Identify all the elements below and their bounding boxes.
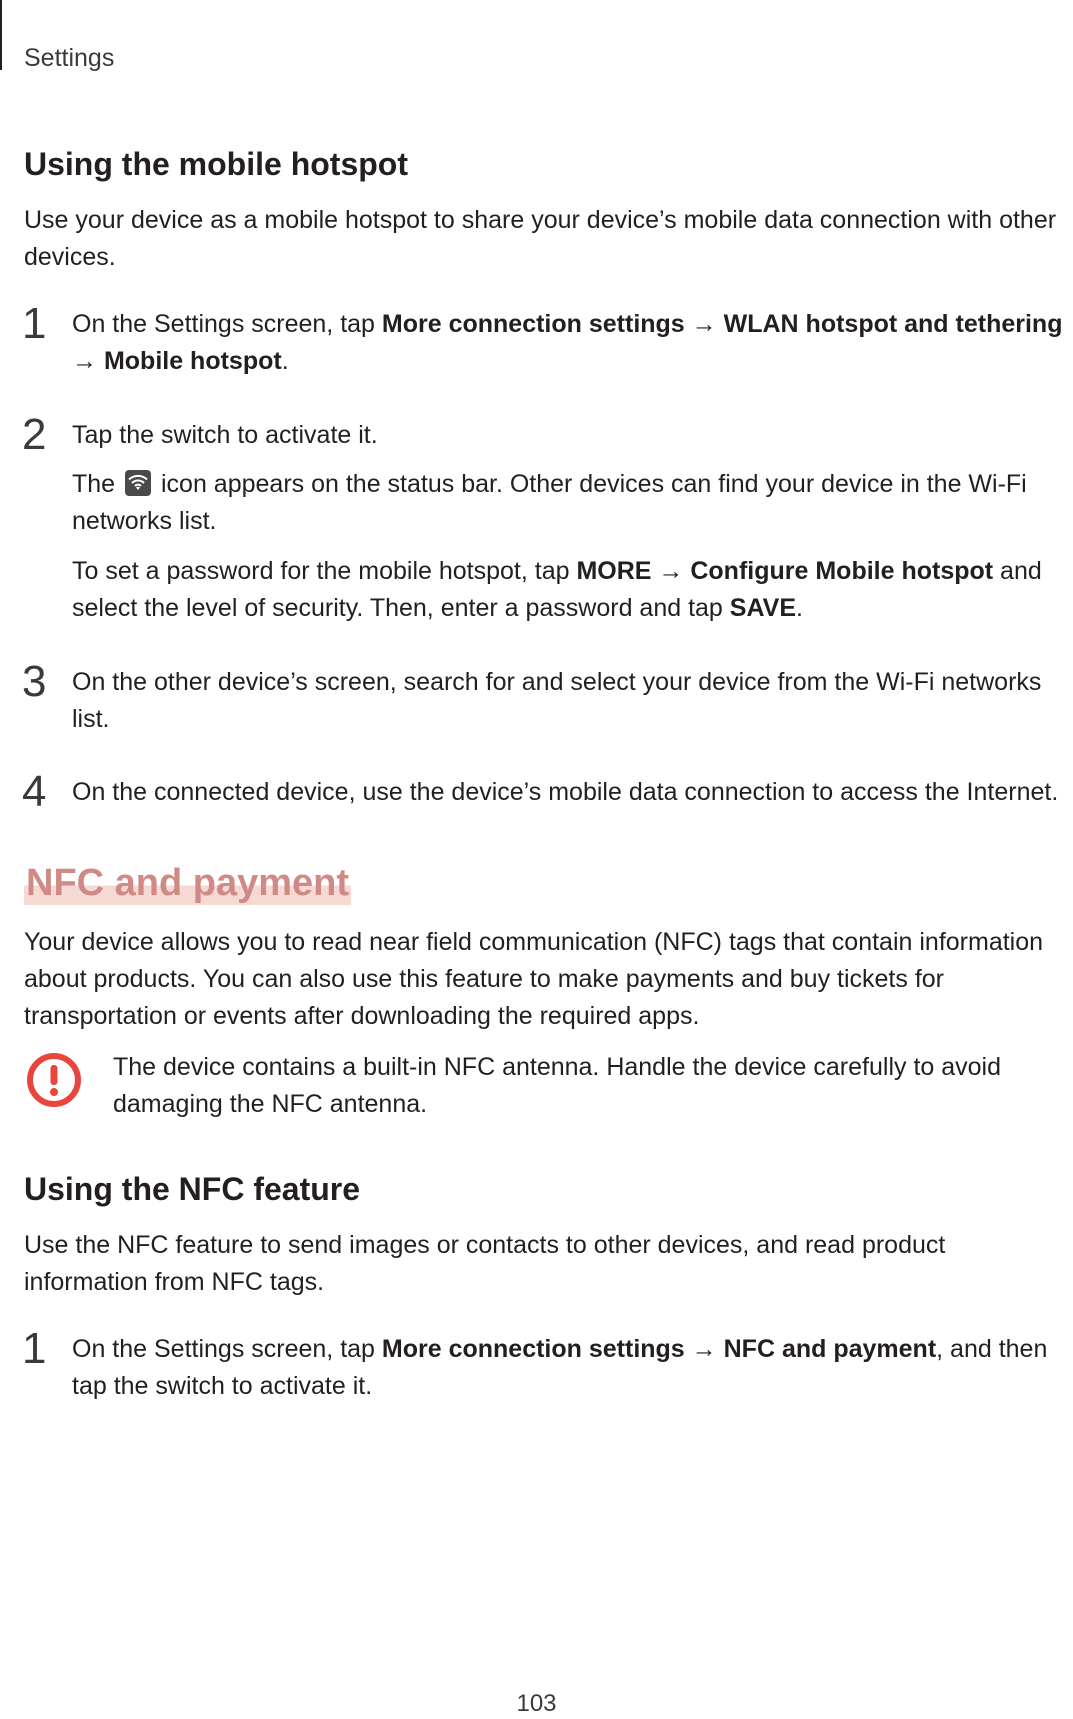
hotspot-heading: Using the mobile hotspot: [24, 146, 408, 182]
nfc-feature-heading: Using the NFC feature: [24, 1171, 361, 1207]
step-number: 4: [22, 767, 47, 816]
hotspot-step-3: On the other device’s screen, search for and select your device from the Wi-Fi networks list.: [72, 668, 1042, 733]
page-margin-rule: [0, 0, 2, 70]
caution-icon: [26, 1052, 82, 1108]
step-number: 1: [22, 1324, 47, 1373]
hotspot-step-4: On the connected device, use the device’s mobile data connection to access the Internet.: [72, 778, 1059, 806]
hotspot-step-2: Tap the switch to activate it.: [72, 421, 378, 449]
hotspot-intro: Use your device as a mobile hotspot to share your device’s mobile data connection with other devices.: [24, 206, 1057, 271]
running-header: Settings: [24, 44, 115, 72]
nfc-intro: Your device allows you to read near field communication (NFC) tags that contain information about products. You can also use this feature to make payments and buy tickets for transportation or events after downloading the required apps.: [24, 928, 1044, 1030]
nfc-heading: NFC and payment: [26, 862, 350, 904]
step-number: 2: [22, 410, 47, 459]
hotspot-step-1: On the Settings screen, tap More connection settings → WLAN hotspot and tethering → Mobile hotspot.: [72, 310, 1063, 375]
hotspot-step-2-note-2: To set a password for the mobile hotspot, tap MORE → Configure Mobile hotspot and select the level of security. Then, enter a password and tap SAVE.: [72, 557, 1042, 622]
hotspot-step-2-note-1: The icon appears on the status bar. Other devices can find your device in the Wi-Fi networks list.: [72, 470, 1027, 535]
step-number: 1: [22, 299, 47, 348]
nfc-feature-intro: Use the NFC feature to send images or contacts to other devices, and read product information from NFC tags.: [24, 1231, 946, 1296]
hotspot-status-icon: [125, 470, 151, 496]
page-number: 103: [516, 1690, 557, 1717]
nfc-step-1: On the Settings screen, tap More connection settings → NFC and payment, and then tap the switch to activate it.: [72, 1335, 1048, 1400]
step-number: 3: [22, 657, 47, 706]
nfc-caution-text: The device contains a built-in NFC antenna. Handle the device carefully to avoid damaging the NFC antenna.: [113, 1053, 1002, 1118]
